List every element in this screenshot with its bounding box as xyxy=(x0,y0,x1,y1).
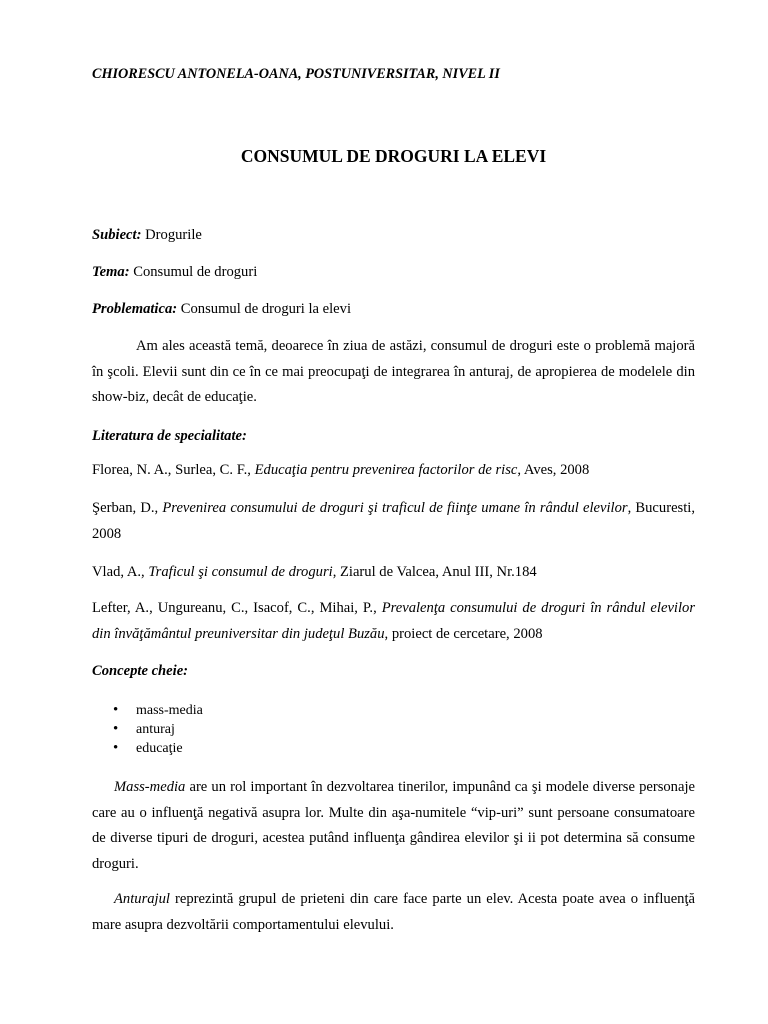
subiect-line xyxy=(92,227,202,244)
problematica-value: Consumul de droguri la elevi xyxy=(180,301,352,317)
mass-media-text: are un rol important în dezvoltarea tinerilor, impunând ca şi modele diverse personaje care au o influenţă negativă asupra lor. Multe din aşa-numitele “vip-uri” sunt persoane consumatoare de diverse tipuri de droguri, acestea putând influenţa gândirea elevilor şi ii pot determina să consume droguri. xyxy=(92,779,695,872)
reference-title: Prevalenţa consumului de droguri în rândul elevilor din învăţământul preuniversitar din judeţul Buzău xyxy=(92,600,696,642)
reference-authors: Lefter, A., Ungureanu, C., Isacof, C., Mihai, P., xyxy=(92,600,382,616)
list-item: • mass-media xyxy=(92,701,203,720)
tema-value: Consumul de droguri xyxy=(133,264,258,280)
reference-title: Traficul şi consumul de droguri xyxy=(148,564,333,580)
subiect-label: Subiect: xyxy=(92,227,142,243)
problematica-label: Problematica: xyxy=(92,301,178,317)
literatura-heading: Literatura de specialitate: xyxy=(92,428,247,444)
reference-item xyxy=(92,596,695,647)
reference-title: Educaţia pentru prevenirea factorilor de risc xyxy=(254,462,518,478)
document-title: CONSUMUL DE DROGURI LA ELEVI xyxy=(240,146,547,166)
list-item: • anturaj xyxy=(92,720,203,739)
anturaj-text: reprezintă grupul de prieteni din care face parte un elev. Acesta poate avea o influenţă mare asupra dezvoltării comportamentului elevului. xyxy=(92,891,695,933)
tema-label: Tema: xyxy=(92,264,130,280)
reference-authors: Şerban, D., xyxy=(92,500,163,516)
author-line: CHIORESCU ANTONELA-OANA, POSTUNIVERSITAR, NIVEL II xyxy=(92,66,500,82)
concepte-heading: Concepte cheie: xyxy=(92,663,189,679)
problematica-line xyxy=(92,301,351,318)
reference-item xyxy=(92,496,695,547)
tema-line xyxy=(92,264,257,281)
reference-item xyxy=(92,458,695,484)
concepte-list xyxy=(92,701,203,758)
reference-item xyxy=(92,560,695,586)
reference-rest: , Bucuresti, 2008 xyxy=(92,500,695,542)
mass-media-term: Mass-media xyxy=(114,779,186,795)
subiect-value: Drogurile xyxy=(145,227,202,243)
intro-paragraph: Am ales această temă, deoarece în ziua de astăzi, consumul de droguri este o problemă majoră în şcoli. Elevii sunt din ce în ce mai preocupaţi de integrarea în anturaj, de apropierea de modelele din show-biz, decât de educaţie. xyxy=(92,338,695,405)
anturaj-paragraph xyxy=(92,887,695,938)
reference-rest: , Aves, 2008 xyxy=(517,462,590,478)
list-item: • educaţie xyxy=(92,739,203,758)
reference-rest: , Ziarul de Valcea, Anul III, Nr.184 xyxy=(332,564,537,580)
anturaj-term: Anturajul xyxy=(114,891,170,907)
reference-title: Prevenirea consumului de droguri şi traficul de fiinţe umane în rândul elevilor xyxy=(162,500,628,516)
reference-rest: , proiect de cercetare, 2008 xyxy=(384,625,543,642)
reference-authors: Vlad, A., xyxy=(92,564,149,580)
mass-media-paragraph xyxy=(92,775,695,877)
reference-authors: Florea, N. A., Surlea, C. F., xyxy=(92,462,255,478)
